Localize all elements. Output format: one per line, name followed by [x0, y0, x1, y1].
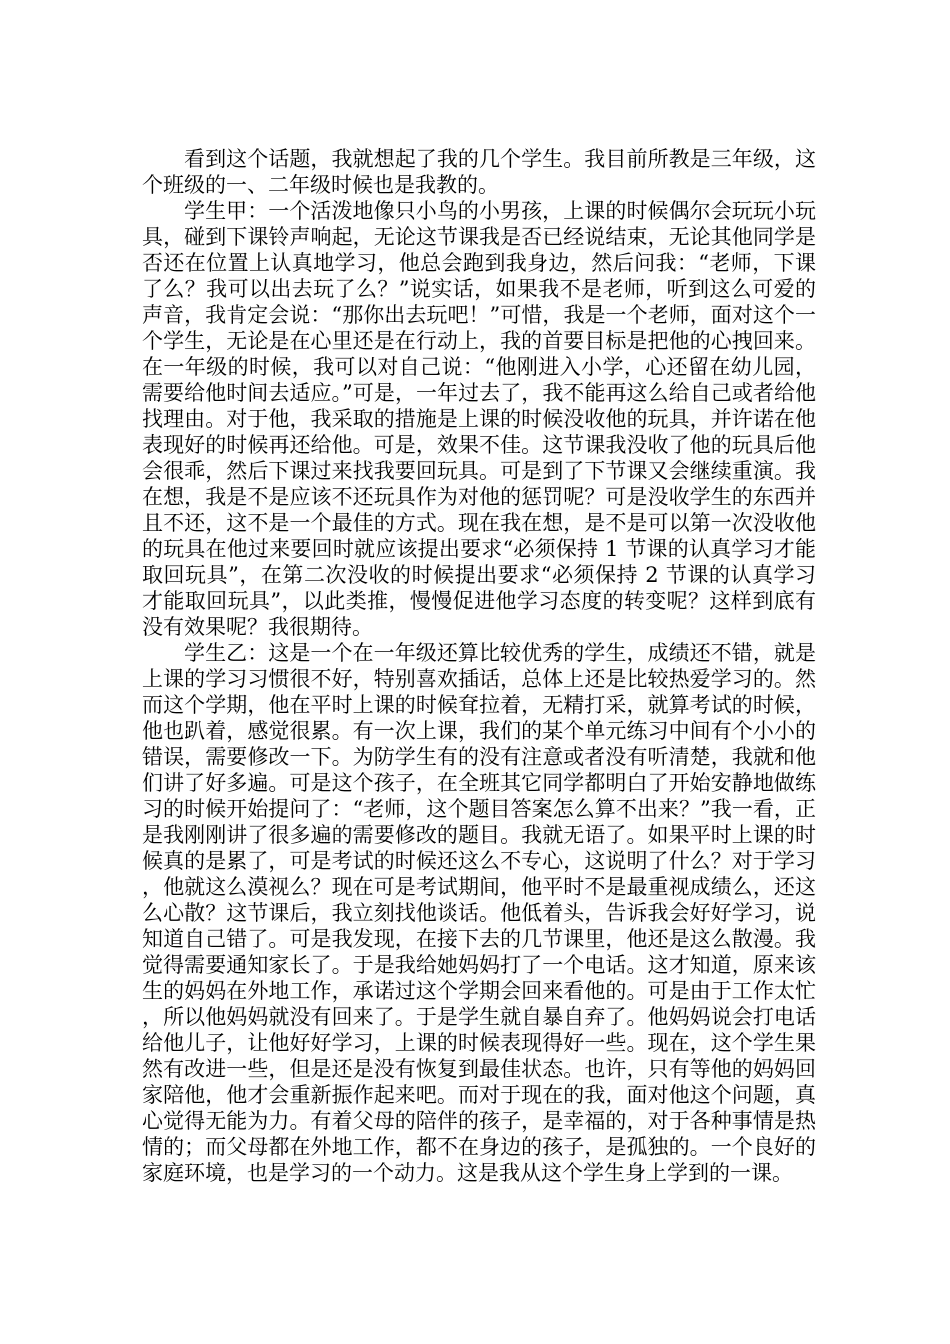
document-body — [142, 146, 816, 1186]
paragraph-student-b: 学生乙：这是一个在一年级还算比较优秀的学生，成绩还不错，就是上课的学习习惯很不好，特别喜欢插话，总体上还是比较热爱学习的。然而这个学期，他在平时上课的时候耷拉着，无精打采，就算考试的时候，他也趴着，感觉很累。有一次上课，我们的某个单元练习中间有个小小的错误，需要修改一下。为防学生有的没有注意或者没有听清楚，我就和他们讲了好多遍。可是这个孩子，在全班其它同学都明白了开始安静地做练习的时候开始提问了：“老师，这个题目答案怎么算不出来？”我一看，正是我刚刚讲了很多遍的需要修改的题目。我就无语了。如果平时上课的时候真的是累了，可是考试的时候还这么不专心，这说明了什么？对于学习，他就这么漠视么？现在可是考试期间，他平时不是最重视成绩么，还这么心散？这节课后，我立刻找他谈话。他低着头，告诉我会好好学习，说知道自己错了。可是我发现，在接下去的几节课里，他还是这么散漫。我觉得需要通知家长了。于是我给她妈妈打了一个电话。这才知道，原来该生的妈妈在外地工作，承诺过这个学期会回来看他的。可是由于工作太忙，所以他妈妈就没有回来了。于是学生就自暴自弃了。他妈妈说会打电话给他儿子，让他好好学习，上课的时候表现得好一些。现在，这个学生果然有改进一些，但是还是没有恢复到最佳状态。也许，只有等他的妈妈回家陪他，他才会重新振作起来吧。而对于现在的我，面对他这个问题，真心觉得无能为力。有着父母的陪伴的孩子，是幸福的，对于各种事情是热情的；而父母都在外地工作，都不在身边的孩子，是孤独的。一个良好的家庭环境，也是学习的一个动力。这是我从这个学生身上学到的一课。 — [142, 641, 816, 1185]
paragraph-student-a: 学生甲：一个活泼地像只小鸟的小男孩，上课的时候偶尔会玩玩小玩具，碰到下课铃声响起，无论这节课我是否已经说结束，无论其他同学是否还在位置上认真地学习，他总会跑到我身边，然后问我：“老师，下课了么？我可以出去玩了么？”说实话，如果我不是老师，听到这么可爱的声音，我肯定会说：“那你出去玩吧！”可惜，我是一个老师，面对这个一个学生，无论是在心里还是在行动上，我的首要目标是把他的心拽回来。在一年级的时候，我可以对自己说：“他刚进入小学，心还留在幼儿园，需要给他时间去适应。”可是，一年过去了，我不能再这么给自己或者给他找理由。对于他，我采取的措施是上课的时候没收他的玩具，并许诺在他表现好的时候再还给他。可是，效果不佳。这节课我没收了他的玩具后他会很乖，然后下课过来找我要回玩具。可是到了下节课又会继续重演。我在想，我是不是应该不还玩具作为对他的惩罚呢？可是没收学生的东西并且不还，这不是一个最佳的方式。现在我在想，是不是可以第一次没收他的玩具在他过来要回时就应该提出要求“必须保持 1 节课的认真学习才能取回玩具”，在第二次没收的时候提出要求“必须保持 2 节课的认真学习才能取回玩具”，以此类推，慢慢促进他学习态度的转变呢？这样到底有没有效果呢？我很期待。 — [142, 199, 816, 639]
paragraph-intro: 看到这个话题，我就想起了我的几个学生。我目前所教是三年级，这个班级的一、二年级时候也是我教的。 — [142, 147, 816, 197]
